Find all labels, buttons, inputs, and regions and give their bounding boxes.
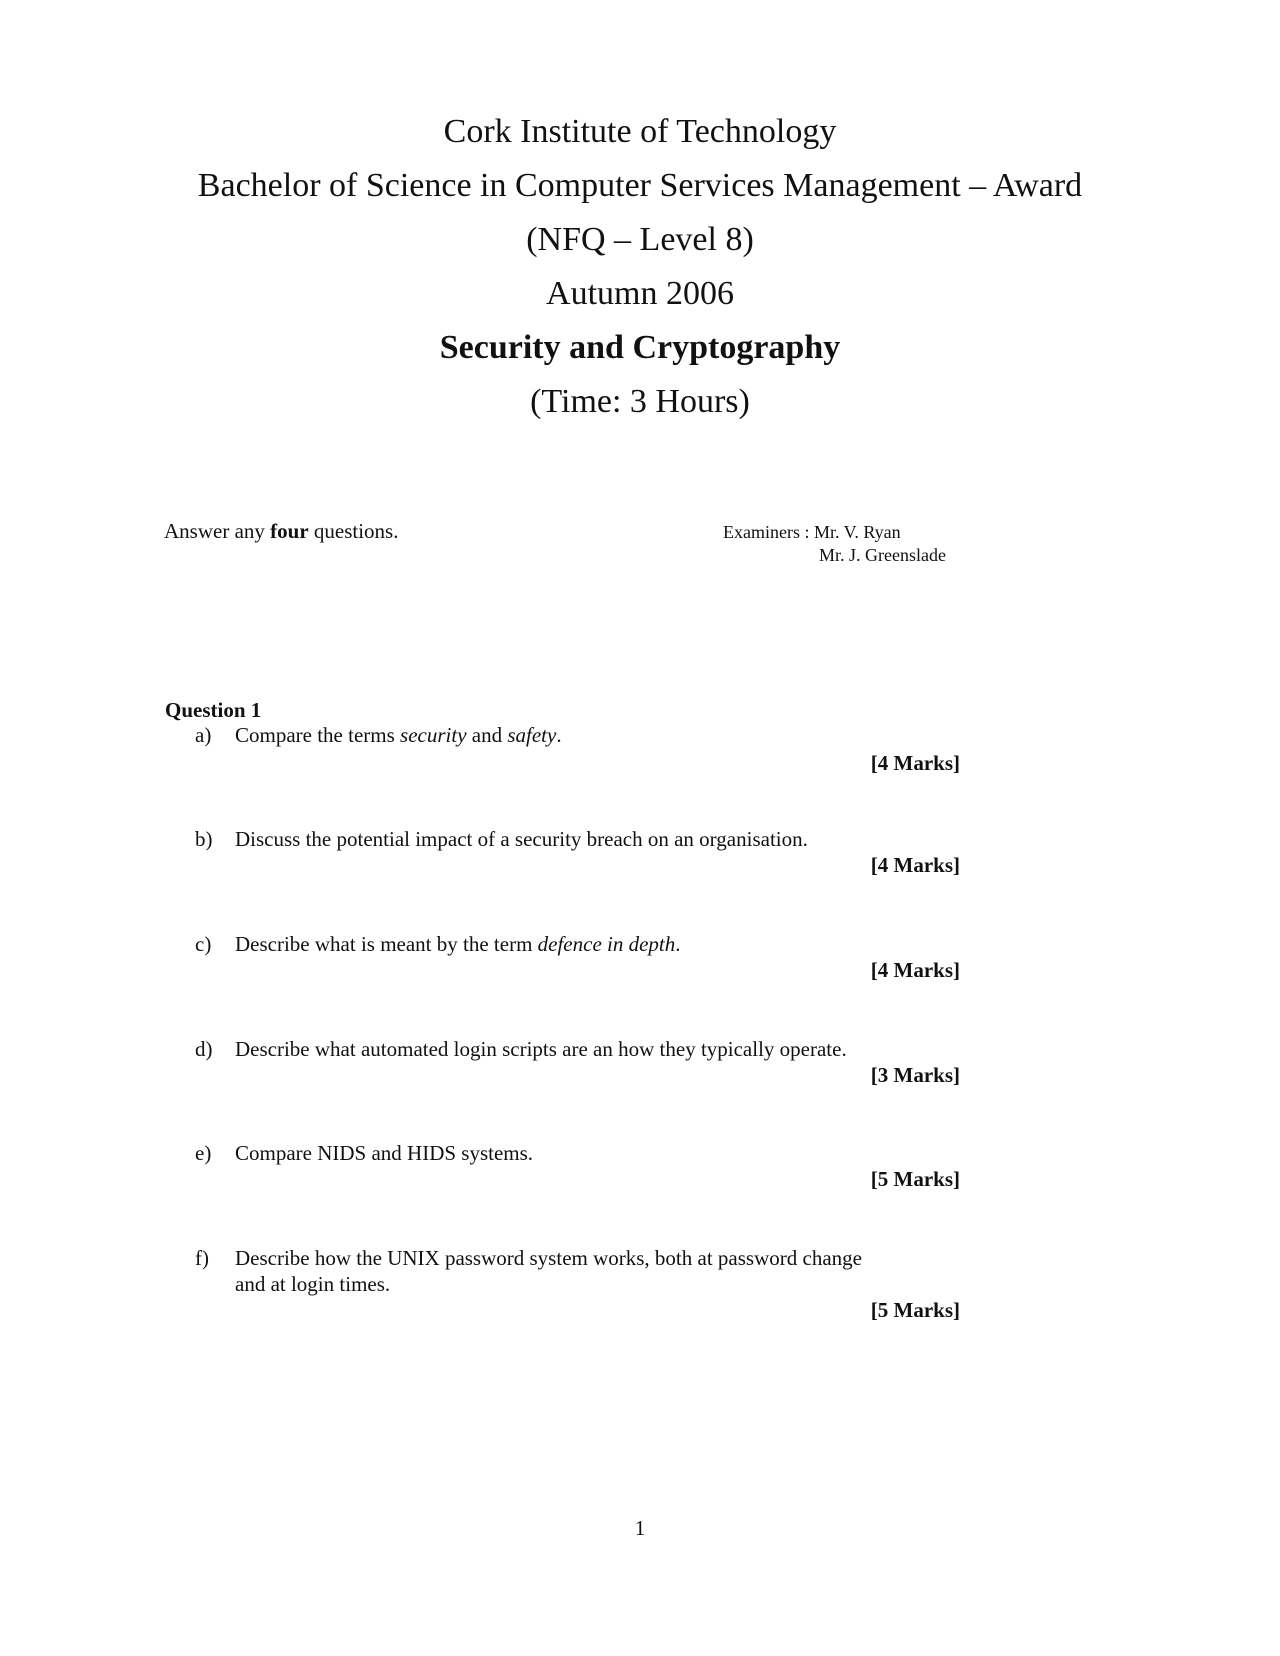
item-letter: b) [195, 827, 213, 851]
item-marks: [3 Marks] [870, 1063, 960, 1087]
item-text-part: and [466, 723, 508, 747]
question-item-a [195, 722, 960, 778]
item-letter: d) [195, 1037, 213, 1061]
item-marks: [4 Marks] [870, 958, 960, 982]
item-letter: f) [195, 1246, 209, 1270]
item-text-part: Describe what is meant by the term [235, 932, 538, 956]
item-text-italic: safety [507, 723, 557, 747]
item-text: Describe what automated login scripts are an how they typically operate. [235, 1037, 847, 1061]
item-marks: [4 Marks] [870, 751, 960, 775]
item-text-line: Describe how the UNIX password system works, both at password change [235, 1246, 862, 1270]
item-letter: a) [195, 723, 212, 747]
item-text [235, 722, 960, 748]
item-text: Discuss the potential impact of a security breach on an organisation. [235, 827, 808, 851]
item-marks: [5 Marks] [870, 1167, 960, 1191]
item-letter: c) [195, 932, 212, 956]
instruction-text [164, 518, 398, 544]
instruction-prefix: Answer any [164, 519, 271, 543]
instruction-suffix: questions. [308, 519, 399, 543]
item-text-part: . [675, 932, 681, 956]
title-block [0, 105, 1280, 429]
question-item-b [195, 826, 960, 882]
item-text-italic: defence in depth [537, 932, 676, 956]
item-text-line: and at login times. [235, 1272, 391, 1296]
item-text-part: . [556, 723, 562, 747]
item-text [235, 931, 960, 957]
subject-title: Security and Cryptography [439, 329, 841, 366]
examiner-1: Examiners : Mr. V. Ryan [723, 522, 901, 542]
question-item-d [195, 1036, 960, 1092]
page-number: 1 [634, 1516, 646, 1540]
item-marks: [5 Marks] [870, 1298, 960, 1322]
question-item-e [195, 1140, 960, 1196]
item-text-part: Compare the terms [235, 723, 401, 747]
programme-title: Bachelor of Science in Computer Services Management – Award [197, 167, 1083, 204]
examiner-2: Mr. J. Greenslade [819, 545, 946, 565]
item-text: Compare NIDS and HIDS systems. [235, 1141, 534, 1165]
instruction-emphasis: four [270, 519, 309, 543]
item-text [235, 1245, 960, 1297]
item-marks: [4 Marks] [870, 853, 960, 877]
institution-title: Cork Institute of Technology [443, 113, 837, 150]
examiners-block [723, 521, 946, 567]
session-title: Autumn 2006 [546, 275, 734, 312]
duration-title: (Time: 3 Hours) [530, 383, 750, 420]
item-letter: e) [195, 1141, 212, 1165]
question-item-c [195, 931, 960, 987]
question-heading: Question 1 [165, 698, 262, 722]
item-text-italic: security [400, 723, 467, 747]
level-title: (NFQ – Level 8) [526, 221, 754, 258]
question-item-f [195, 1245, 960, 1327]
